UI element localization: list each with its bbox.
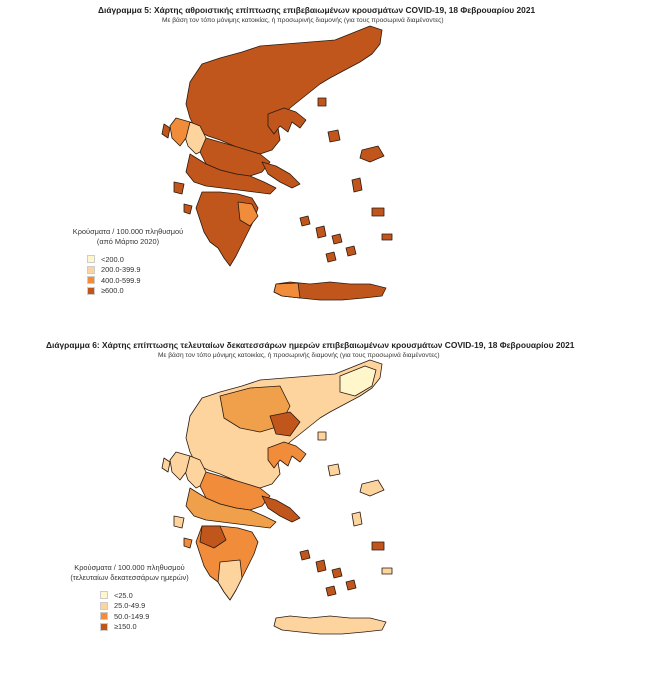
- chart5-legend-label-2: 200.0-399.9: [101, 265, 141, 275]
- chart5-legend-item: [87, 286, 208, 297]
- map5-island-cyclades-4: [346, 246, 356, 256]
- map6-island-cyclades-4: [346, 580, 356, 590]
- chart5-legend-label-4: ≥600.0: [101, 286, 124, 296]
- map5-island-cyclades-1: [300, 216, 310, 226]
- map6-island-cyclades-2: [316, 560, 326, 572]
- map5-island-samos: [372, 208, 384, 216]
- chart6-legend-title-line2: (τελευταίων δεκατεσσάρων ημερών): [70, 572, 189, 582]
- chart5-legend-title: [48, 227, 208, 246]
- chart6-legend-item: [100, 611, 217, 622]
- chart6-legend-label-4: ≥150.0: [114, 622, 137, 632]
- chart6-legend-title-line1: Κρούσματα / 100.000 πληθυσμού: [74, 563, 185, 572]
- chart6-legend-item: [100, 590, 217, 601]
- chart6-legend: [42, 563, 217, 632]
- chart6-legend-label-2: 25.0-49.9: [114, 601, 146, 611]
- chart6-legend-item: [100, 601, 217, 612]
- chart6-title: Διάγραμμα 6: Χάρτης επίπτωσης τελευταίων δεκατεσσάρων ημερών επιβεβαιωμένων κρουσμάτων COVID-19, 18 Φεβρουαρίου 2021: [46, 340, 575, 350]
- map5-region-chalkidiki: [268, 108, 306, 134]
- chart5-legend-item: [87, 275, 208, 286]
- map6-region-chalkidiki: [268, 442, 306, 468]
- map5-island-lemnos: [328, 130, 340, 142]
- map5-island-chios: [352, 178, 362, 192]
- map5-island-lesvos: [360, 146, 384, 162]
- map5-island-kefalonia: [174, 182, 184, 194]
- map6-island-kos: [382, 568, 392, 574]
- map6-island-lesvos: [360, 480, 384, 496]
- map5-island-crete-west: [274, 283, 300, 298]
- chart6-legend-swatch-3: [100, 612, 108, 620]
- map6-island-kefalonia: [174, 516, 184, 528]
- chart6-legend-swatch-2: [100, 602, 108, 610]
- chart5-legend-item: [87, 254, 208, 265]
- chart5-legend-swatch-1: [87, 255, 95, 263]
- map6-island-lemnos: [328, 464, 340, 476]
- chart5-subtitle: Με βάση τον τόπο μόνιμης κατοικίας, ή προσωρινής διαμονής (για τους προσωρινά διαμένοντες): [162, 17, 444, 24]
- chart6-legend-swatch-1: [100, 591, 108, 599]
- map5-region-north: [186, 26, 382, 154]
- map6-island-cyclades-5: [326, 586, 336, 596]
- map5-island-kos: [382, 234, 392, 240]
- chart5-legend-item: [87, 265, 208, 276]
- chart5-legend-title-line2: (από Μάρτιο 2020): [96, 236, 160, 246]
- chart6-legend-title: [42, 563, 217, 582]
- chart6-legend-item: [100, 622, 217, 633]
- map5-island-cyclades-3: [332, 234, 342, 244]
- chart5-legend-swatch-3: [87, 276, 95, 284]
- map6-island-chios: [352, 512, 362, 526]
- chart5-legend-swatch-4: [87, 287, 95, 295]
- map6-island-crete: [274, 616, 386, 634]
- chart5-legend-swatch-2: [87, 266, 95, 274]
- chart6-subtitle: Με βάση τον τόπο μόνιμης κατοικίας, ή προσωρινής διαμονής (για τους προσωρινά διαμένοντες): [158, 352, 440, 359]
- map6-island-cyclades-1: [300, 550, 310, 560]
- map6-island-samos: [372, 542, 384, 550]
- map6-island-cyclades-3: [332, 568, 342, 578]
- map5-island-zakynthos: [184, 204, 192, 214]
- map5-island-cyclades-5: [326, 252, 336, 262]
- map6-region-peloponnese-south: [218, 560, 242, 600]
- map5-island-thasos: [318, 98, 326, 106]
- chart5-title: Διάγραμμα 5: Χάρτης αθροιστικής επίπτωσης επιβεβαιωμένων κρουσμάτων COVID-19, 18 Φεβρουαρίου 2021: [98, 5, 536, 15]
- chart6-legend-swatch-4: [100, 623, 108, 631]
- map5-island-cyclades-2: [316, 226, 326, 238]
- chart5-legend-label-1: <200.0: [101, 254, 124, 264]
- map6-island-zakynthos: [184, 538, 192, 548]
- map6-island-corfu: [162, 458, 170, 472]
- chart5-legend: [48, 227, 208, 296]
- map5-island-corfu: [162, 124, 170, 138]
- chart6-legend-label-1: <25.0: [114, 590, 133, 600]
- chart5-legend-label-3: 400.0-599.9: [101, 275, 141, 285]
- map6-island-thasos: [318, 432, 326, 440]
- chart6-legend-label-3: 50.0-149.9: [114, 611, 150, 621]
- chart5-legend-title-line1: Κρούσματα / 100.000 πληθυσμού: [72, 227, 184, 236]
